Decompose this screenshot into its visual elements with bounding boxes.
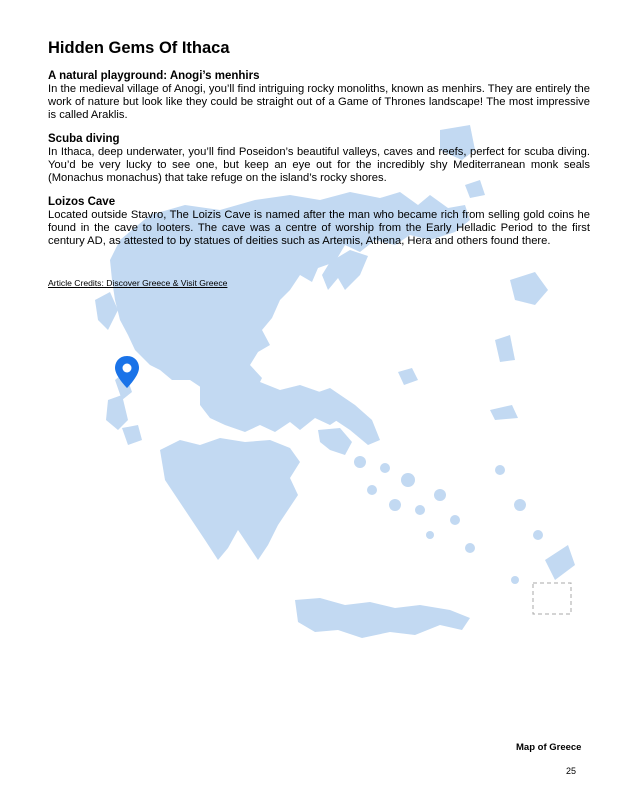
article-content — [48, 38, 590, 259]
chios-island — [495, 335, 515, 362]
corfu-island — [95, 292, 118, 330]
samos-island — [490, 405, 518, 420]
section-body-cave: Located outside Stavro, The Loizis Cave is named after the man who became rich from selling gold coins he found in the cave to looters. The cave was a centre of worship from the Early Helladic Period to the first century AD, as attested to by statues of deities such as Artemis, Athena, Hera and others found there. — [48, 209, 590, 247]
zakynthos-island — [122, 425, 142, 445]
page-title: Hidden Gems Of Ithaca — [48, 39, 230, 57]
skyros-island — [398, 368, 418, 385]
map-caption: Map of Greece — [516, 742, 582, 753]
inset-frame — [533, 583, 571, 614]
crete-island — [295, 598, 470, 638]
section-heading-menhirs: A natural playground: Anogi’s menhirs — [48, 70, 260, 82]
cyclades-islands — [354, 456, 475, 553]
kefalonia-ithaca-islands — [106, 395, 128, 430]
peloponnese — [160, 438, 300, 560]
section-heading-scuba: Scuba diving — [48, 133, 120, 145]
section-heading-cave: Loizos Cave — [48, 196, 116, 208]
dodecanese-islands — [495, 465, 575, 584]
attica — [318, 428, 352, 455]
section-body-scuba: In Ithaca, deep underwater, you’ll find Poseidon’s beautiful valleys, caves and reefs, perfect for scuba diving. You’d be very lucky to see one, but keep an eye out for the incredibly shy Mediterranean monk seals (Monachus monachus) that take refuge on the island’s rocky shores. — [48, 146, 590, 184]
article-credits-link[interactable]: Article Credits: Discover Greece & Visit Greece — [48, 278, 228, 288]
lesvos-island — [510, 272, 548, 305]
section-body-menhirs: In the medieval village of Anogi, you’ll find intriguing rocky monoliths, known as menhirs. They are entirely the work of nature but look like they could be straight out of a Game of Thrones landscape! The most impressive is called Araklis. — [48, 83, 590, 121]
page-number: 25 — [566, 766, 577, 776]
